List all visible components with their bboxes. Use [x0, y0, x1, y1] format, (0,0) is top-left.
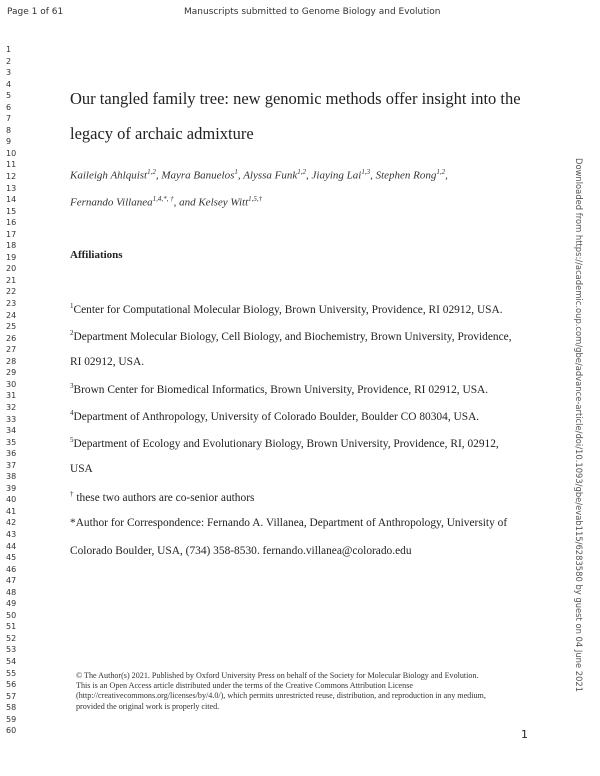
license-block: [76, 671, 536, 712]
title-line-2: legacy of archaic admixture: [70, 124, 254, 143]
author-separator: , and: [173, 196, 199, 209]
affiliation-text: Department of Ecology and Evolutionary Biology, Brown University, Providence, RI, 02912,: [73, 437, 499, 450]
author-separator: ,: [155, 169, 162, 182]
line-number: 22: [6, 287, 17, 297]
author-affiliation-marker: 1,2: [436, 168, 446, 176]
line-number: 5: [6, 91, 12, 101]
affiliation-number: 3: [70, 382, 74, 390]
line-number: 29: [6, 368, 17, 378]
affiliation-line: [70, 302, 503, 316]
line-number: 13: [6, 183, 17, 193]
affiliation-number: 1: [70, 302, 74, 310]
affiliation-line: [70, 382, 488, 396]
author-affiliation-marker: 1,3: [361, 168, 371, 176]
author-affiliation-marker: 1: [234, 168, 238, 176]
line-number: 59: [6, 714, 17, 724]
affiliation-line: [70, 329, 512, 343]
line-number: 33: [6, 414, 17, 424]
line-number: 54: [6, 656, 17, 666]
line-number: 45: [6, 553, 17, 563]
line-number: 38: [6, 472, 17, 482]
author-line-2: [70, 195, 262, 209]
line-number: 8: [6, 125, 12, 135]
line-number: 31: [6, 391, 17, 401]
line-number: 60: [6, 726, 17, 736]
journal-header: Manuscripts submitted to Genome Biology and Evolution: [184, 7, 441, 17]
co-senior-note: [70, 490, 254, 504]
correspondence-line-2: Colorado Boulder, USA, (734) 358-8530. fernando.villanea@colorado.edu: [70, 545, 412, 557]
co-senior-text: these two authors are co-senior authors: [73, 491, 255, 504]
license-line: (http://creativecommons.org/licenses/by/4.0/), which permits unrestricted reuse, distribution, and reproduction in any medium,: [76, 691, 486, 701]
line-number: 57: [6, 691, 17, 701]
line-number: 43: [6, 529, 17, 539]
line-number: 37: [6, 460, 17, 470]
line-number: 19: [6, 252, 17, 262]
line-number: 47: [6, 576, 17, 586]
line-number: 11: [6, 160, 17, 170]
line-number: 41: [6, 506, 17, 516]
author-separator: ,: [306, 169, 312, 182]
license-line: This is an Open Access article distributed under the terms of the Creative Commons Attribution License: [76, 681, 413, 691]
line-number: 24: [6, 310, 17, 320]
author-name: Stephen Rong: [375, 169, 437, 182]
line-numbers: [6, 44, 26, 737]
line-number: 20: [6, 264, 17, 274]
line-number: 34: [6, 426, 17, 436]
affiliation-text: Department Molecular Biology, Cell Biology, and Biochemistry, Brown University, Providence,: [73, 330, 512, 343]
author-separator: ,: [237, 169, 244, 182]
line-number: 58: [6, 703, 17, 713]
line-number: 52: [6, 633, 17, 643]
page-number: 1: [521, 728, 528, 741]
line-number: 48: [6, 587, 17, 597]
correspondence-line-1: *Author for Correspondence: Fernando A. Villanea, Department of Anthropology, University of: [70, 517, 508, 529]
line-number: 42: [6, 518, 17, 528]
line-number: 53: [6, 645, 17, 655]
affiliation-number: 2: [70, 329, 74, 337]
line-number: 3: [6, 68, 12, 78]
line-number: 12: [6, 172, 17, 182]
line-number: 25: [6, 322, 17, 332]
author-affiliation-marker: 1,5,†: [248, 195, 263, 203]
license-line: © The Author(s) 2021. Published by Oxford University Press on behalf of the Society for Molecular Biology and Evolution.: [76, 671, 479, 680]
download-watermark: Downloaded from https://academic.oup.com/gbe/advance-article/doi/10.1093/gbe/evab115/6283580 by guest on 04 June 2021: [574, 158, 584, 693]
affiliation-line: [70, 409, 479, 423]
affiliation-line: [70, 356, 144, 368]
author-separator: ,: [445, 169, 448, 182]
line-number: 7: [6, 114, 12, 124]
author-affiliation-marker: 1,2: [147, 168, 156, 176]
affiliation-number: 4: [70, 409, 74, 417]
author-separator: ,: [370, 169, 376, 182]
author-affiliation-marker: 1,2: [297, 168, 307, 176]
line-number: 55: [6, 668, 17, 678]
affiliation-text: Brown Center for Biomedical Informatics, Brown University, Providence, RI 02912, USA.: [73, 383, 489, 396]
line-number: 40: [6, 495, 17, 505]
line-number: 17: [6, 229, 17, 239]
line-number: 51: [6, 622, 17, 632]
author-name: Kelsey Witt: [198, 196, 249, 209]
affiliation-number: 5: [70, 436, 74, 444]
line-number: 1: [6, 45, 12, 54]
dagger-mark: †: [70, 490, 74, 498]
line-number: 49: [6, 599, 17, 609]
line-number: 6: [6, 102, 12, 112]
line-number: 15: [6, 206, 17, 216]
line-number: 27: [6, 345, 17, 355]
affiliation-text: Center for Computational Molecular Biology, Brown University, Providence, RI 02912, USA.: [73, 303, 503, 316]
affiliation-line: [70, 463, 93, 475]
page-label: Page 1 of 61: [7, 7, 64, 17]
affiliations-heading: Affiliations: [70, 249, 123, 261]
line-number: 10: [6, 148, 17, 158]
author-line-1: [70, 168, 448, 182]
author-name: Fernando Villanea: [70, 196, 153, 209]
author-name: Alyssa Funk: [243, 169, 298, 182]
line-number: 14: [6, 195, 17, 205]
author-name: Jiaying Lai: [311, 169, 362, 182]
line-number: 2: [6, 56, 12, 66]
line-number: 56: [6, 680, 17, 690]
line-number: 9: [6, 137, 12, 147]
author-affiliation-marker: 1,4,*, †: [152, 195, 174, 203]
title-line-1: Our tangled family tree: new genomic methods offer insight into the: [70, 89, 521, 108]
line-number: 18: [6, 241, 17, 251]
author-name: Mayra Banuelos: [161, 169, 235, 182]
line-number: 16: [6, 218, 17, 228]
license-line: provided the original work is properly cited.: [76, 701, 220, 711]
line-number: 32: [6, 402, 17, 412]
line-number: 44: [6, 541, 17, 551]
line-number: 46: [6, 564, 17, 574]
line-number: 23: [6, 299, 17, 309]
affiliation-line: [70, 436, 499, 450]
line-number: 39: [6, 483, 17, 493]
line-number: 36: [6, 449, 17, 459]
line-number: 26: [6, 333, 17, 343]
line-number: 35: [6, 437, 17, 447]
author-name: Kaileigh Ahlquist: [70, 169, 148, 182]
line-number: 28: [6, 356, 17, 366]
line-number: 50: [6, 610, 17, 620]
line-number: 21: [6, 275, 17, 285]
line-number: 4: [6, 79, 12, 89]
affiliation-text: Department of Anthropology, University of Colorado Boulder, Boulder CO 80304, USA.: [73, 410, 480, 423]
line-number: 30: [6, 379, 17, 389]
affiliation-text: USA: [70, 463, 93, 475]
affiliation-text: RI 02912, USA.: [70, 356, 145, 368]
